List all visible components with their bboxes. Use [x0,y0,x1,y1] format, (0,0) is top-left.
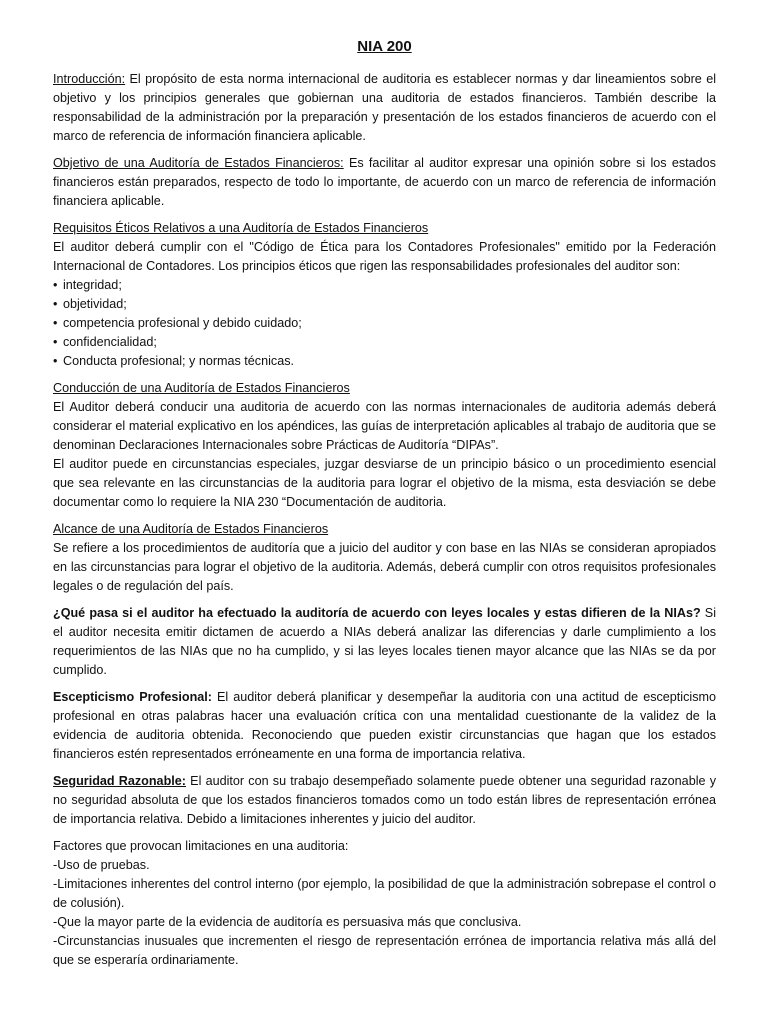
pregunta-lead: ¿Qué pasa si el auditor ha efectuado la auditoría de acuerdo con leyes locales y estas difieren de la NIAs? [53,606,701,620]
bullet-icon: • [53,335,58,349]
list-item: -Que la mayor parte de la evidencia de auditoría es persuasiva más que conclusiva. [53,915,522,929]
conduccion-section [53,379,716,512]
alcance-heading: Alcance de una Auditoría de Estados Financieros [53,522,329,536]
factores-section [53,837,716,970]
escepticismo-lead: Escepticismo Profesional: [53,690,212,704]
list-item: • competencia profesional y debido cuidado; [53,314,716,333]
list-item: • integridad; [53,276,716,295]
intro-text: El propósito de esta norma internacional de auditoria es establecer normas y dar lineamientos sobre el objetivo y los principios generales que gobiernan una auditoria de estados financieros. También describe la responsabilidad de la administración por la preparación y presentación de los estados financieros de acuerdo con el marco de referencia de información financiera aplicable. [53,72,716,143]
alcance-section [53,520,716,596]
list-item: • confidencialidad; [53,333,716,352]
bullet-icon: • [53,316,58,330]
intro-paragraph [53,70,716,146]
eticos-bullet-list [53,276,716,371]
list-item: • Conducta profesional; y normas técnicas. [53,352,716,371]
factores-heading: Factores que provocan limitaciones en una auditoria: [53,839,349,853]
eticos-section [53,219,716,371]
objetivo-lead: Objetivo de una Auditoría de Estados Financieros: [53,156,344,170]
list-item: -Uso de pruebas. [53,858,150,872]
pregunta-paragraph [53,604,716,680]
conduccion-heading: Conducción de una Auditoría de Estados Financieros [53,381,350,395]
list-item: -Circunstancias inusuales que incrementen el riesgo de representación errónea de importancia relativa más allá del que se esperaría ordinariamente. [53,934,716,967]
intro-lead: Introducción: [53,72,126,86]
seguridad-text: El auditor con su trabajo desempeñado solamente puede obtener una seguridad razonable y no seguridad absoluta de que los estados financieros tomados como un todo están libres de representación errónea de importancia relativa. Debido a limitaciones inherentes y juicio del auditor. [53,774,716,826]
pregunta-text: Si el auditor necesita emitir dictamen de acuerdo a NIAs deberá analizar las diferencias y darle cumplimiento a los requerimientos de las NIAs que no ha cumplido, y si las leyes locales tienen mayor alcance que las NIAs se da por cumplido. [53,606,716,677]
document-title: NIA 200 [357,38,412,55]
list-item: -Limitaciones inherentes del control interno (por ejemplo, la posibilidad de que la administración sobrepase el control o de colusión). [53,877,716,910]
bullet-icon: • [53,297,58,311]
conduccion-paragraph-1: El Auditor deberá conducir una auditoria de acuerdo con las normas internacionales de auditoria además deberá considerar el material explicativo en los apéndices, las guías de interpretación aplicables al trabajo de auditoria que se denominan Declaraciones Internacionales sobre Prácticas de Auditoría “DIPAs”. [53,400,716,452]
list-item: • objetividad; [53,295,716,314]
seguridad-lead: Seguridad Razonable: [53,774,186,788]
conduccion-paragraph-2: El auditor puede en circunstancias especiales, juzgar desviarse de un principio básico o un procedimiento esencial que sea relevante en las circunstancias de la auditoria para lograr el objetivo de la misma, esta desviación se debe documentar como lo requiere la NIA 230 “Documentación de auditoria. [53,457,716,509]
document-page [53,36,716,978]
objetivo-text: Es facilitar al auditor expresar una opinión sobre si los estados financieros están preparados, respecto de todo lo importante, de acuerdo con un marco de referencia de información financiera aplicable. [53,156,716,208]
alcance-text: Se refiere a los procedimientos de auditoría que a juicio del auditor y con base en las NIAs se consideran apropiados en las circunstancias para lograr el objetivo de la auditoria. Además, deberá cumplir con otros requisitos profesionales legales o de regulación del país. [53,541,716,593]
escepticismo-text: El auditor deberá planificar y desempeñar la auditoria con una actitud de escepticismo profesional en otras palabras hacer una evaluación crítica con una mentalidad cuestionante de la validez de la evidencia de auditoria obtenida. Reconociendo que pueden existir circunstancias que hagan que los estados financieros estén representados erróneamente en una forma de importancia relativa. [53,690,716,761]
escepticismo-paragraph [53,688,716,764]
eticos-heading: Requisitos Éticos Relativos a una Auditoría de Estados Financieros [53,221,429,235]
eticos-text: El auditor deberá cumplir con el "Código de Ética para los Contadores Profesionales" emitido por la Federación Internacional de Contadores. Los principios éticos que rigen las responsabilidades profesionales del auditor son: [53,240,716,273]
seguridad-paragraph [53,772,716,829]
bullet-icon: • [53,354,58,368]
objetivo-paragraph [53,154,716,211]
bullet-icon: • [53,278,58,292]
